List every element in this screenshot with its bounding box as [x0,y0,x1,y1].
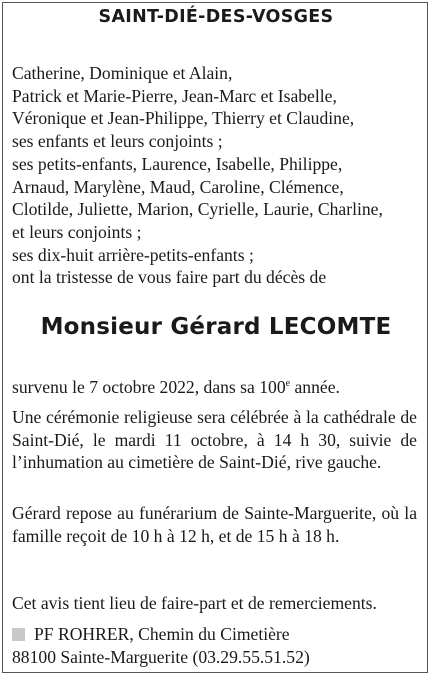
repose-paragraph: Gérard repose au funérarium de Sainte-Marguerite, où la famille reçoit de 10 h à 12 h, et de 15 h à 18 h. [12,503,417,546]
funeral-home-contact [12,623,417,668]
death-text-end: année. [290,377,340,397]
family-line: Véronique et Jean-Philippe, Thierry et Claudine, [12,108,355,129]
family-line: ses petits-enfants, Laurence, Isabelle, Philippe, [12,153,343,174]
deceased-name: Monsieur Gérard LECOMTE [40,314,392,340]
family-line: ses enfants et leurs conjoints ; [12,131,223,152]
family-block [12,62,416,289]
family-line: Arnaud, Marylène, Maud, Caroline, Clémence, [12,176,344,197]
death-date-paragraph [12,376,417,399]
city-heading: SAINT-DIÉ-DES-VOSGES [98,7,334,27]
family-line: ses dix-huit arrière-petits-enfants ; [12,244,254,265]
ceremony-paragraph: Une cérémonie religieuse sera célébrée à la cathédrale de Saint-Dié, le mardi 11 octobre, à 14 h 30, suivie de l’inhumation au cimetière de Saint-Dié, rive gauche. [12,407,417,473]
ordinal-superscript: e [285,378,291,389]
family-line: Catherine, Dominique et Alain, [12,63,233,83]
family-line: et leurs conjoints ; [12,221,142,242]
family-line: ont la tristesse de vous faire part du décès de [12,267,327,288]
family-line: Clotilde, Juliette, Marion, Cyrielle, Laurie, Charline, [12,199,383,220]
funeral-home-line1: PF ROHRER, Chemin du Cimetière [34,624,290,644]
family-line: Patrick et Marie-Pierre, Jean-Marc et Isabelle, [12,85,337,106]
square-bullet-icon [12,628,25,641]
funeral-home-line2: 88100 Sainte-Marguerite (03.29.55.51.52) [12,646,310,667]
notice-paragraph: Cet avis tient lieu de faire-part et de remerciements. [12,593,377,613]
death-text: survenu le 7 octobre 2022, dans sa 100 [12,377,286,397]
